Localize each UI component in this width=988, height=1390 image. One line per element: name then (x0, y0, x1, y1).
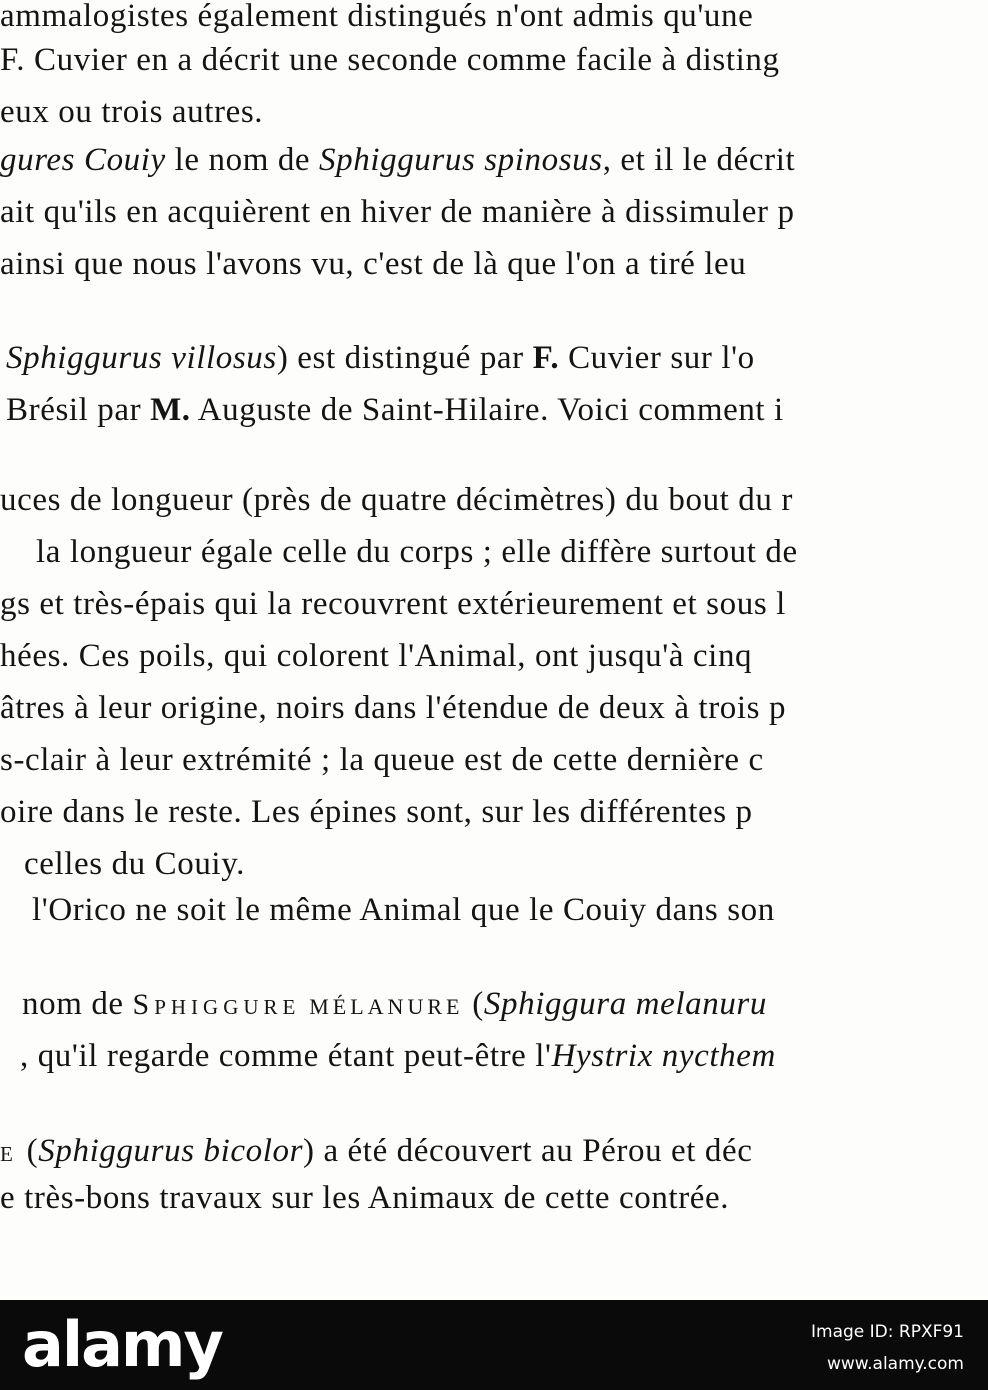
stock-watermark-bar (0, 1300, 988, 1390)
text-line (36, 536, 798, 569)
text-run: ( (17, 1133, 39, 1169)
text-line (0, 692, 786, 725)
text-run: eux ou trois autres. (0, 94, 264, 130)
italic-run: Sphiggurus villosus (6, 340, 277, 376)
text-run (300, 986, 309, 1022)
image-id-label: Image ID: RPXF91 (811, 1322, 964, 1342)
text-line (0, 248, 746, 281)
italic-run: Sphiggurus bicolor (38, 1133, 304, 1169)
text-run: gs et très-épais qui la recouvrent extérieurement et sous l (0, 586, 786, 622)
stock-url-label[interactable]: www.alamy.com (826, 1354, 964, 1374)
text-run: e très-bons travaux sur les Animaux de cette contrée. (0, 1180, 730, 1216)
italic-run: Sphiggura melanuru (483, 986, 767, 1022)
text-run: âtres à leur origine, noirs dans l'étendue de deux à trois p (0, 690, 787, 726)
text-run: ainsi que nous l'avons vu, c'est de là que l'on a tiré leu (0, 246, 747, 282)
text-line (0, 0, 753, 33)
text-run: s-clair à leur extrémité ; la queue est de cette dernière c (0, 742, 764, 778)
italic-run: Hystrix nycthem (551, 1038, 776, 1074)
text-line (0, 44, 780, 77)
text-run: ) est distingué par (276, 340, 533, 376)
text-line (0, 588, 786, 621)
text-line (0, 796, 753, 829)
text-run: uces de longueur (près de quatre décimètres) du bout du r (0, 482, 793, 518)
text-run: Brésil par (6, 392, 151, 428)
text-run: , et il le décrit (602, 142, 796, 178)
text-run: ait qu'ils en acquièrent en hiver de manière à dissimuler p (0, 194, 795, 230)
text-line (0, 144, 795, 177)
text-line (0, 744, 764, 777)
text-line (32, 894, 775, 927)
styled-run: Sphiggure (132, 988, 301, 1021)
text-line (0, 484, 793, 517)
text-run: nom de (22, 986, 133, 1022)
text-run: ( (463, 986, 484, 1022)
text-line (20, 1040, 776, 1073)
text-run: hées. Ces poils, qui colorent l'Animal, ont jusqu'à cinq (0, 638, 753, 674)
text-line (6, 394, 784, 427)
italic-run: Sphiggurus spinosus (319, 142, 603, 178)
styled-run: F. (532, 340, 560, 376)
text-run: l'Orico ne soit le même Animal que le Couiy dans son (32, 892, 775, 928)
text-line (0, 196, 795, 229)
styled-run: MÉLANURE (309, 994, 464, 1019)
text-line (0, 1182, 729, 1215)
text-run: ammalogistes également distingués n'ont admis qu'une (0, 0, 754, 34)
text-line (0, 1135, 753, 1168)
styled-run: e (0, 1135, 18, 1168)
text-line (0, 640, 752, 673)
text-run: , qu'il regarde comme étant peut-être l' (20, 1038, 552, 1074)
text-run: celles du Couiy. (24, 846, 246, 882)
alamy-logo[interactable] (22, 1306, 222, 1384)
text-run: F. Cuvier en a décrit une seconde comme facile à disting (0, 42, 780, 78)
text-run: Cuvier sur l'o (559, 340, 755, 376)
text-run: la longueur égale celle du corps ; elle diffère surtout de (36, 534, 798, 570)
italic-run: gures Couiy (0, 142, 166, 178)
text-line (6, 342, 755, 375)
text-run: oire dans le reste. Les épines sont, sur les différentes p (0, 794, 753, 830)
text-line (0, 96, 263, 129)
text-run: ) a été découvert au Pérou et déc (303, 1133, 753, 1169)
text-line (22, 988, 767, 1021)
logo-text: alamy (22, 1308, 222, 1381)
text-run: le nom de (165, 142, 320, 178)
text-line (24, 848, 245, 881)
text-run: Auguste de Saint-Hilaire. Voici comment i (190, 392, 784, 428)
styled-run: M. (150, 392, 191, 428)
